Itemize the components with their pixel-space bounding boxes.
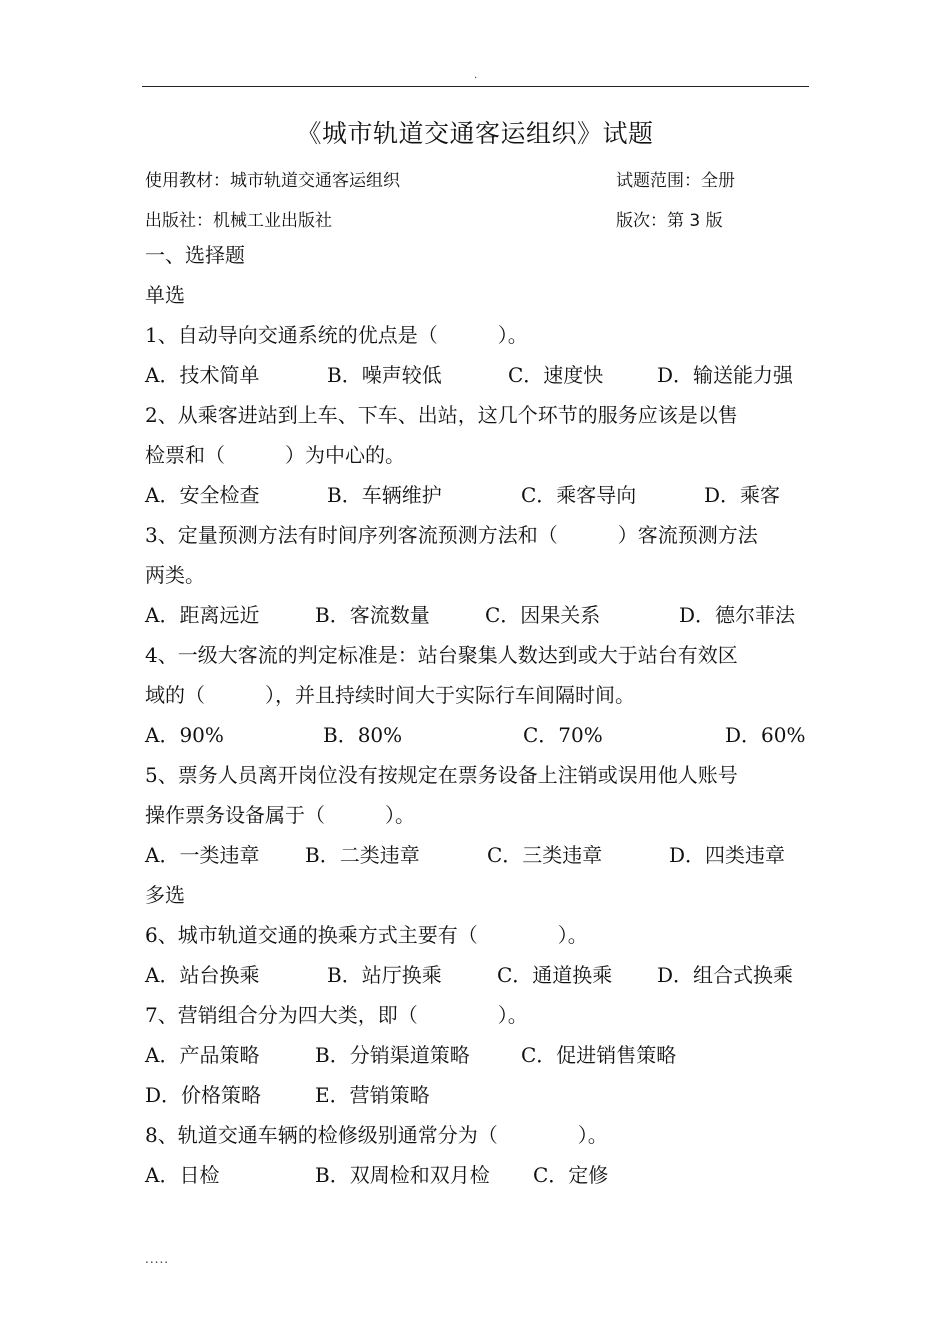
question-4-line-1: 4、一级大客流的判定标准是：站台聚集人数达到或大于站台有效区 — [145, 643, 738, 667]
option-b: B．分销渠道策略 — [315, 1043, 470, 1067]
publisher-info: 出版社：机械工业出版社 — [145, 211, 332, 231]
question-2-line-2: 检票和（ ）为中心的。 — [145, 443, 405, 467]
option-a: A．一类违章 — [145, 843, 260, 867]
option-d: D．德尔菲法 — [679, 603, 796, 627]
textbook-info: 使用教材：城市轨道交通客运组织 — [145, 171, 400, 191]
header-rule — [142, 86, 809, 87]
option-a: A．90% — [145, 723, 224, 747]
option-a: A．日检 — [145, 1163, 220, 1187]
option-d: D．组合式换乘 — [657, 963, 794, 987]
option-d: D．60% — [725, 723, 806, 747]
option-a: A．安全检查 — [145, 483, 260, 507]
option-e: E．营销策略 — [315, 1083, 430, 1107]
option-b: B．客流数量 — [315, 603, 430, 627]
option-b: B．80% — [323, 723, 403, 747]
option-b: B．噪声较低 — [327, 363, 442, 387]
question-7: 7、营销组合分为四大类，即（ ）。 — [145, 1003, 528, 1027]
meta-row-2 — [145, 206, 810, 236]
meta-row-1 — [145, 166, 810, 196]
question-2-line-1: 2、从乘客进站到上车、下车、出站，这几个环节的服务应该是以售 — [145, 403, 738, 427]
question-5-line-2: 操作票务设备属于（ ）。 — [145, 803, 415, 827]
question-1: 1、自动导向交通系统的优点是（ ）。 — [145, 323, 528, 347]
multiple-choice-label: 多选 — [145, 883, 185, 907]
option-d: D．乘客 — [704, 483, 781, 507]
scope-info: 试题范围：全册 — [616, 171, 735, 191]
option-d: D．价格策略 — [145, 1083, 262, 1107]
option-a: A．距离远近 — [145, 603, 260, 627]
question-3-line-2: 两类。 — [145, 563, 205, 587]
option-c: C．速度快 — [508, 363, 604, 387]
question-5-line-1: 5、票务人员离开岗位没有按规定在票务设备上注销或误用他人账号 — [145, 763, 738, 787]
option-c: C．70% — [523, 723, 603, 747]
header-dot: . — [474, 70, 478, 81]
option-b: B．二类违章 — [305, 843, 420, 867]
footer-dots: ..... — [145, 1252, 170, 1266]
single-choice-label: 单选 — [145, 283, 185, 307]
question-6: 6、城市轨道交通的换乘方式主要有（ ）。 — [145, 923, 588, 947]
option-d: D．四类违章 — [669, 843, 786, 867]
option-c: C．促进销售策略 — [521, 1043, 677, 1067]
question-4-line-2: 域的（ ），并且持续时间大于实际行车间隔时间。 — [145, 683, 635, 707]
option-b: B．双周检和双月检 — [315, 1163, 490, 1187]
option-b: B．车辆维护 — [327, 483, 442, 507]
option-c: C．乘客导向 — [521, 483, 637, 507]
option-c: C．三类违章 — [487, 843, 603, 867]
option-a: A．站台换乘 — [145, 963, 260, 987]
question-3-line-1: 3、定量预测方法有时间序列客流预测方法和（ ）客流预测方法 — [145, 523, 758, 547]
option-d: D．输送能力强 — [657, 363, 794, 387]
section-title: 一、选择题 — [145, 243, 245, 267]
option-c: C．通道换乘 — [497, 963, 613, 987]
edition-info: 版次：第 3 版 — [616, 211, 723, 231]
option-c: C．因果关系 — [485, 603, 601, 627]
option-a: A．产品策略 — [145, 1043, 260, 1067]
question-8: 8、轨道交通车辆的检修级别通常分为（ ）。 — [145, 1123, 608, 1147]
option-c: C．定修 — [533, 1163, 609, 1187]
page-title: 《城市轨道交通客运组织》试题 — [296, 119, 654, 148]
option-b: B．站厅换乘 — [327, 963, 442, 987]
option-a: A．技术简单 — [145, 363, 260, 387]
